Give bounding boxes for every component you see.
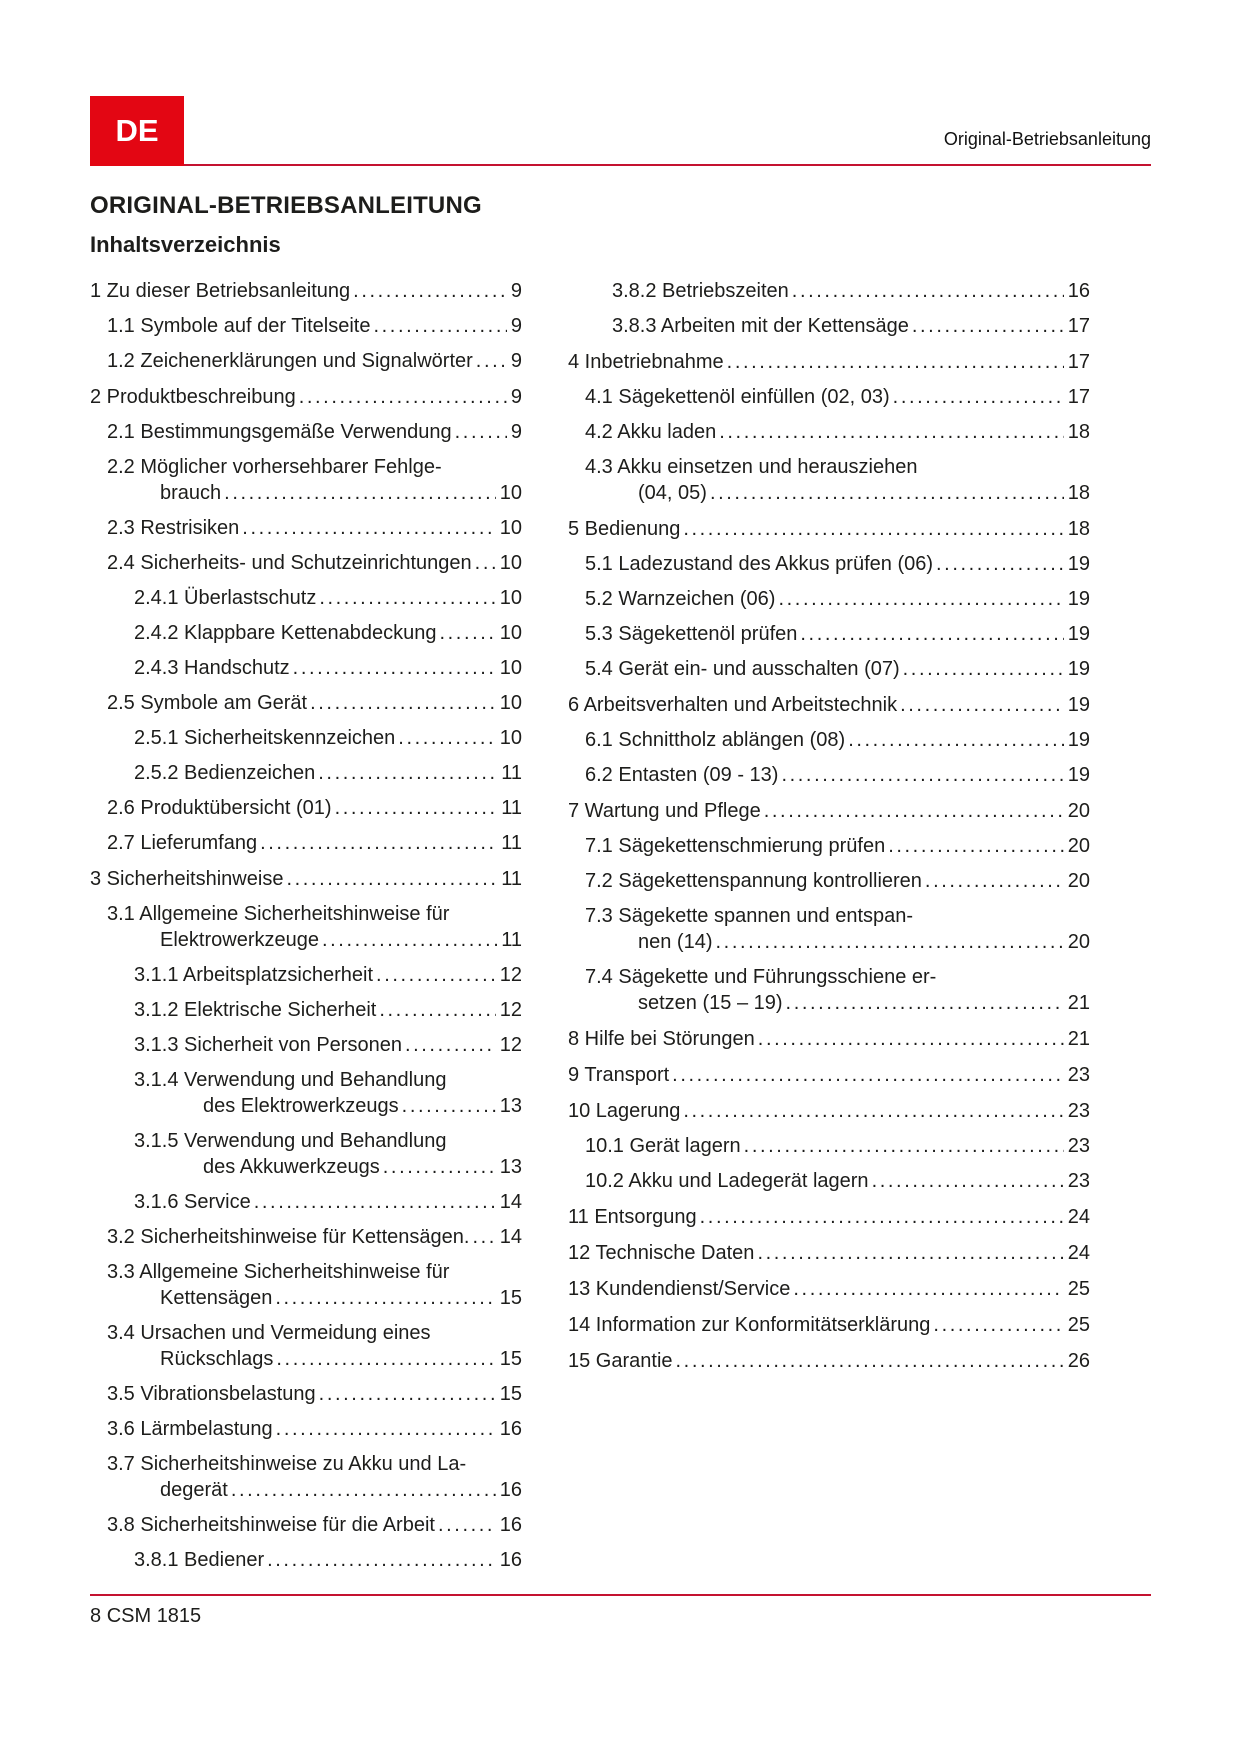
toc-entry (568, 278, 1090, 304)
toc-entry (568, 419, 1090, 445)
toc-entry (568, 349, 1090, 375)
toc-entry (568, 727, 1090, 753)
toc-entry (568, 1098, 1090, 1124)
toc-entry (90, 1512, 522, 1538)
toc-entry (568, 454, 1090, 506)
toc-entry (568, 903, 1090, 955)
toc-entry (90, 760, 522, 786)
toc-entry-label: setzen (15 – 19) (638, 992, 783, 1014)
toc-entry-label: 3.8.3 Arbeiten mit der Kettensäge (612, 315, 909, 337)
toc-entry-label: 8 Hilfe bei Störungen (568, 1028, 755, 1050)
toc-page-number: 17 (1067, 315, 1090, 337)
dot-leader (475, 550, 496, 576)
toc-entry-label: 3.5 Vibrationsbelastung (107, 1383, 316, 1405)
toc-entry-label: 14 Information zur Konformitätserklärung (568, 1314, 931, 1336)
toc-entry-label: 5.2 Warnzeichen (06) (585, 588, 776, 610)
dot-leader (286, 866, 497, 892)
toc-entry-label: 3.1.1 Arbeitsplatzsicherheit (134, 964, 374, 986)
dot-leader (727, 349, 1064, 375)
dot-leader (373, 313, 506, 339)
toc-page-number: 11 (501, 832, 522, 854)
toc-entry (568, 1348, 1090, 1374)
toc-page-number: 24 (1067, 1242, 1090, 1264)
toc-page-number: 14 (499, 1226, 522, 1248)
toc-page-number: 12 (499, 964, 522, 986)
toc-page-number: 12 (499, 999, 522, 1021)
toc-page-number: 25 (1067, 1314, 1090, 1336)
dot-leader (848, 727, 1064, 753)
toc-entry-label: des Elektrowerkzeugs (203, 1095, 399, 1117)
toc-entry-label: 1 Zu dieser Betriebsanleitung (90, 280, 351, 302)
toc-entry-label: 7.1 Sägekettenschmierung prüfen (585, 835, 886, 857)
toc-entry (90, 515, 522, 541)
toc-page-number: 10 (499, 692, 522, 714)
toc-entry-label: 3.1.5 Verwendung und Behandlung (134, 1130, 447, 1152)
toc-entry-label: 2.1 Bestimmungsgemäße Verwendung (107, 421, 452, 443)
dot-leader (335, 795, 498, 821)
dot-leader (936, 551, 1064, 577)
dot-leader (353, 278, 507, 304)
toc-entry-label: 4.1 Sägekettenöl einfüllen (02, 03) (585, 386, 890, 408)
toc-entry (568, 1062, 1090, 1088)
toc-entry (90, 690, 522, 716)
toc-page-number: 14 (499, 1191, 522, 1213)
dot-leader (710, 480, 1064, 506)
toc-entry-label: 3.1.4 Verwendung und Behandlung (134, 1069, 447, 1091)
toc-entry-label: 10.1 Gerät lagern (585, 1135, 741, 1157)
toc-entry-label: 3.8 Sicherheitshinweise für die Arbeit (107, 1514, 435, 1536)
toc-page-number: 15 (499, 1348, 522, 1370)
toc-entry (90, 725, 522, 751)
dot-leader (793, 1276, 1063, 1302)
toc-entry-label: 6 Arbeitsverhalten und Arbeitstechnik (568, 694, 898, 716)
toc-entry (90, 1416, 522, 1442)
toc-entry (568, 621, 1090, 647)
toc-entry-label: (04, 05) (638, 482, 707, 504)
toc-page-number: 18 (1067, 421, 1090, 443)
dot-leader (402, 1093, 496, 1119)
toc-entry-label: 6.2 Entasten (09 - 13) (585, 764, 779, 786)
dot-leader (322, 927, 497, 953)
dot-leader (903, 656, 1064, 682)
page-footer (90, 1594, 1151, 1628)
toc-page-number: 18 (1067, 482, 1090, 504)
toc-entry (90, 655, 522, 681)
toc-column-right (568, 278, 1090, 1582)
toc-page-number: 16 (499, 1479, 522, 1501)
toc-entry-label: 3.1.3 Sicherheit von Personen (134, 1034, 402, 1056)
toc-entry-label: 4 Inbetriebnahme (568, 351, 724, 373)
toc-entry-label: 3 Sicherheitshinweise (90, 868, 284, 890)
toc-page-number: 20 (1067, 870, 1090, 892)
dot-leader (276, 1416, 496, 1442)
toc-entry-label: 2.3 Restrisiken (107, 517, 240, 539)
toc-entry (90, 1067, 522, 1119)
toc-entry-label: 2.5.2 Bedienzeichen (134, 762, 316, 784)
page-title: ORIGINAL-BETRIEBSANLEITUNG (90, 192, 482, 219)
toc-page-number: 19 (1067, 623, 1090, 645)
dot-leader (786, 990, 1064, 1016)
dot-leader (676, 1348, 1064, 1374)
toc-entry-label: 5.4 Gerät ein- und ausschalten (07) (585, 658, 900, 680)
toc-entry-label: 2.5.1 Sicherheitskennzeichen (134, 727, 396, 749)
toc-entry-label: 3.4 Ursachen und Vermeidung eines (107, 1322, 431, 1344)
toc-entry-label: 5 Bedienung (568, 518, 681, 540)
toc-entry-label: 2.4 Sicherheits- und Schutzeinrichtungen (107, 552, 472, 574)
dot-leader (781, 762, 1063, 788)
language-badge: DE (90, 96, 184, 166)
toc-entry (568, 1276, 1090, 1302)
dot-leader (683, 516, 1063, 542)
toc-entry (90, 795, 522, 821)
toc-entry-label: 3.8.1 Bediener (134, 1549, 265, 1571)
dot-leader (318, 760, 497, 786)
dot-leader (888, 833, 1064, 859)
dot-leader (757, 1240, 1063, 1266)
toc-entry (90, 348, 522, 374)
toc-entry (568, 1168, 1090, 1194)
toc-page-number: 12 (499, 1034, 522, 1056)
dot-leader (778, 586, 1063, 612)
toc-entry (568, 762, 1090, 788)
toc-entry (90, 1128, 522, 1180)
toc-page-number: 10 (499, 517, 522, 539)
toc-entry (568, 1133, 1090, 1159)
dot-leader (276, 1346, 495, 1372)
toc-entry (90, 1189, 522, 1215)
toc-entry-label: 7.3 Sägekette spannen und entspan- (585, 905, 914, 927)
toc-entry-label: brauch (160, 482, 222, 504)
toc-entry (90, 278, 522, 304)
toc-page-number: 10 (499, 622, 522, 644)
toc-entry (90, 901, 522, 953)
toc-entry (90, 1224, 522, 1250)
toc-page-number: 24 (1067, 1206, 1090, 1228)
dot-leader (925, 868, 1064, 894)
toc-entry (90, 419, 522, 445)
toc-entry (90, 585, 522, 611)
toc-entry-label: 3.3 Allgemeine Sicherheitshinweise für (107, 1261, 450, 1283)
toc-page-number: 19 (1067, 764, 1090, 786)
dot-leader (439, 620, 495, 646)
toc-page-number: 11 (501, 929, 522, 951)
toc-entry (568, 868, 1090, 894)
dot-leader (299, 384, 507, 410)
toc-entry (568, 798, 1090, 824)
footer-doc-code: CSM 1815 (106, 1605, 202, 1627)
dot-leader (900, 692, 1064, 718)
dot-leader (764, 798, 1064, 824)
toc-page-number: 19 (1067, 694, 1090, 716)
toc-entry-label: Kettensägen (160, 1287, 273, 1309)
dot-leader (683, 1098, 1063, 1124)
dot-leader (242, 515, 495, 541)
dot-leader (455, 419, 507, 445)
toc-page-number: 10 (499, 657, 522, 679)
toc-entry-label: 2.5 Symbole am Gerät (107, 692, 308, 714)
toc-entry-label: 7.4 Sägekette und Führungsschiene er- (585, 966, 937, 988)
toc-entry-label: 4.2 Akku laden (585, 421, 717, 443)
toc-entry-label: 9 Transport (568, 1064, 670, 1086)
toc-entry-label: 2.2 Möglicher vorhersehbarer Fehlge- (107, 456, 442, 478)
toc-entry (90, 1451, 522, 1503)
toc-entry-label: 2.4.1 Überlastschutz (134, 587, 317, 609)
dot-leader (744, 1133, 1064, 1159)
toc-entry-label: 7.2 Sägekettenspannung kontrollieren (585, 870, 922, 892)
dot-leader (933, 1312, 1063, 1338)
toc-entry-label: 3.1.6 Service (134, 1191, 251, 1213)
toc-page-number: 10 (499, 727, 522, 749)
toc-page-number: 9 (510, 280, 522, 302)
toc-entry (90, 313, 522, 339)
toc-entry (568, 692, 1090, 718)
footer-page-number: 8 (90, 1605, 102, 1627)
footer-text (90, 1605, 1151, 1628)
toc-page-number: 19 (1067, 588, 1090, 610)
dot-leader (376, 962, 496, 988)
toc-page-number: 9 (510, 350, 522, 372)
toc-entry (568, 384, 1090, 410)
toc-page-number: 13 (499, 1095, 522, 1117)
toc-entry (568, 516, 1090, 542)
toc-page-number: 15 (499, 1383, 522, 1405)
toc-entry (568, 656, 1090, 682)
toc-entry (90, 997, 522, 1023)
toc-entry (568, 313, 1090, 339)
table-of-contents (90, 278, 1151, 1582)
toc-entry-label: 1.1 Symbole auf der Titelseite (107, 315, 371, 337)
toc-page-number: 20 (1067, 800, 1090, 822)
dot-leader (792, 278, 1064, 304)
dot-leader (672, 1062, 1064, 1088)
toc-entry-label: 2.7 Lieferumfang (107, 832, 258, 854)
dot-leader (260, 830, 497, 856)
toc-page-number: 16 (1067, 280, 1090, 302)
toc-entry (90, 620, 522, 646)
toc-page-number: 10 (499, 587, 522, 609)
toc-entry-label: 7 Wartung und Pflege (568, 800, 761, 822)
toc-page-number: 9 (510, 315, 522, 337)
dot-leader (293, 655, 496, 681)
dot-leader (231, 1477, 496, 1503)
toc-entry (90, 1259, 522, 1311)
toc-entry-label: des Akkuwerkzeugs (203, 1156, 380, 1178)
dot-leader (872, 1168, 1064, 1194)
toc-entry (90, 1547, 522, 1573)
toc-page-number: 18 (1067, 518, 1090, 540)
toc-page-number: 17 (1067, 386, 1090, 408)
toc-page-number: 19 (1067, 729, 1090, 751)
dot-leader (267, 1547, 496, 1573)
toc-entry (568, 1026, 1090, 1052)
toc-page-number: 11 (501, 762, 522, 784)
toc-page-number: 16 (499, 1418, 522, 1440)
toc-page-number: 23 (1067, 1135, 1090, 1157)
toc-page-number: 20 (1067, 835, 1090, 857)
toc-entry (90, 1320, 522, 1372)
toc-entry (568, 1312, 1090, 1338)
toc-entry-label: Elektrowerkzeuge (160, 929, 319, 951)
toc-page-number: 11 (501, 868, 522, 890)
toc-entry-label: 15 Garantie (568, 1350, 673, 1372)
toc-entry-label: 5.1 Ladezustand des Akkus prüfen (06) (585, 553, 934, 575)
toc-entry-label: degerät (160, 1479, 228, 1501)
dot-leader (319, 1381, 496, 1407)
dot-leader (398, 725, 495, 751)
toc-page-number: 15 (499, 1287, 522, 1309)
toc-page-number: 9 (510, 421, 522, 443)
toc-entry-label: 3.1 Allgemeine Sicherheitshinweise für (107, 903, 450, 925)
toc-page-number: 21 (1067, 992, 1090, 1014)
toc-entry-label: 2.4.2 Klappbare Kettenabdeckung (134, 622, 437, 644)
toc-page-number: 25 (1067, 1278, 1090, 1300)
toc-page-number: 19 (1067, 658, 1090, 680)
dot-leader (405, 1032, 496, 1058)
toc-page-number: 19 (1067, 553, 1090, 575)
toc-page-number: 13 (499, 1156, 522, 1178)
running-header-title: Original-Betriebsanleitung (943, 129, 1151, 149)
toc-entry-label: 2.4.3 Handschutz (134, 657, 290, 679)
toc-entry-label: 3.8.2 Betriebszeiten (612, 280, 789, 302)
toc-entry (90, 962, 522, 988)
toc-page-number: 23 (1067, 1100, 1090, 1122)
toc-entry-label: 2.6 Produktübersicht (01) (107, 797, 332, 819)
toc-entry-label: 10 Lagerung (568, 1100, 681, 1122)
toc-page-number: 16 (499, 1549, 522, 1571)
toc-entry (568, 833, 1090, 859)
dot-leader (310, 690, 496, 716)
toc-entry-label: 3.2 Sicherheitshinweise für Kettensägen. (107, 1226, 470, 1248)
toc-entry (90, 454, 522, 506)
dot-leader (438, 1512, 496, 1538)
dot-leader (912, 313, 1064, 339)
toc-entry (90, 384, 522, 410)
toc-page-number: 20 (1067, 931, 1090, 953)
dot-leader (275, 1285, 495, 1311)
toc-page-number: 10 (499, 552, 522, 574)
toc-entry-label: 5.3 Sägekettenöl prüfen (585, 623, 798, 645)
dot-leader (476, 348, 507, 374)
dot-leader (719, 419, 1064, 445)
toc-entry (90, 1032, 522, 1058)
toc-entry-label: 3.1.2 Elektrische Sicherheit (134, 999, 377, 1021)
toc-entry-label: 10.2 Akku und Ladegerät lagern (585, 1170, 869, 1192)
toc-entry-label: nen (14) (638, 931, 713, 953)
toc-entry-label: 4.3 Akku einsetzen und herausziehen (585, 456, 918, 478)
toc-entry (90, 1381, 522, 1407)
page-header (90, 0, 1151, 166)
toc-entry-label: 12 Technische Daten (568, 1242, 755, 1264)
toc-entry-label: 1.2 Zeichenerklärungen und Signalwörter (107, 350, 473, 372)
dot-leader (800, 621, 1063, 647)
dot-leader (758, 1026, 1064, 1052)
toc-entry-label: 13 Kundendienst/Service (568, 1278, 791, 1300)
toc-page-number: 23 (1067, 1170, 1090, 1192)
dot-leader (716, 929, 1064, 955)
dot-leader (700, 1204, 1064, 1230)
toc-page-number: 11 (501, 797, 522, 819)
dot-leader (224, 480, 496, 506)
dot-leader (383, 1154, 496, 1180)
toc-entry (90, 830, 522, 856)
toc-page-number: 23 (1067, 1064, 1090, 1086)
toc-entry (568, 586, 1090, 612)
toc-page-number: 21 (1067, 1028, 1090, 1050)
toc-page-number: 17 (1067, 351, 1090, 373)
toc-entry (568, 1204, 1090, 1230)
toc-entry-label: 2 Produktbeschreibung (90, 386, 296, 408)
toc-entry (568, 551, 1090, 577)
dot-leader (472, 1224, 495, 1250)
toc-page-number: 9 (510, 386, 522, 408)
toc-page-number: 26 (1067, 1350, 1090, 1372)
toc-entry-label: 3.6 Lärmbelastung (107, 1418, 273, 1440)
toc-entry (90, 866, 522, 892)
toc-entry (90, 550, 522, 576)
toc-column-left (90, 278, 522, 1582)
toc-entry-label: 11 Entsorgung (568, 1206, 697, 1228)
toc-page-number: 10 (499, 482, 522, 504)
toc-entry-label: Rückschlags (160, 1348, 274, 1370)
dot-leader (893, 384, 1064, 410)
toc-page-number: 16 (499, 1514, 522, 1536)
toc-entry (568, 1240, 1090, 1266)
dot-leader (254, 1189, 496, 1215)
dot-leader (319, 585, 495, 611)
toc-heading: Inhaltsverzeichnis (90, 232, 281, 257)
dot-leader (379, 997, 495, 1023)
toc-entry (568, 964, 1090, 1016)
toc-entry-label: 3.7 Sicherheitshinweise zu Akku und La- (107, 1453, 467, 1475)
toc-entry-label: 6.1 Schnittholz ablängen (08) (585, 729, 846, 751)
